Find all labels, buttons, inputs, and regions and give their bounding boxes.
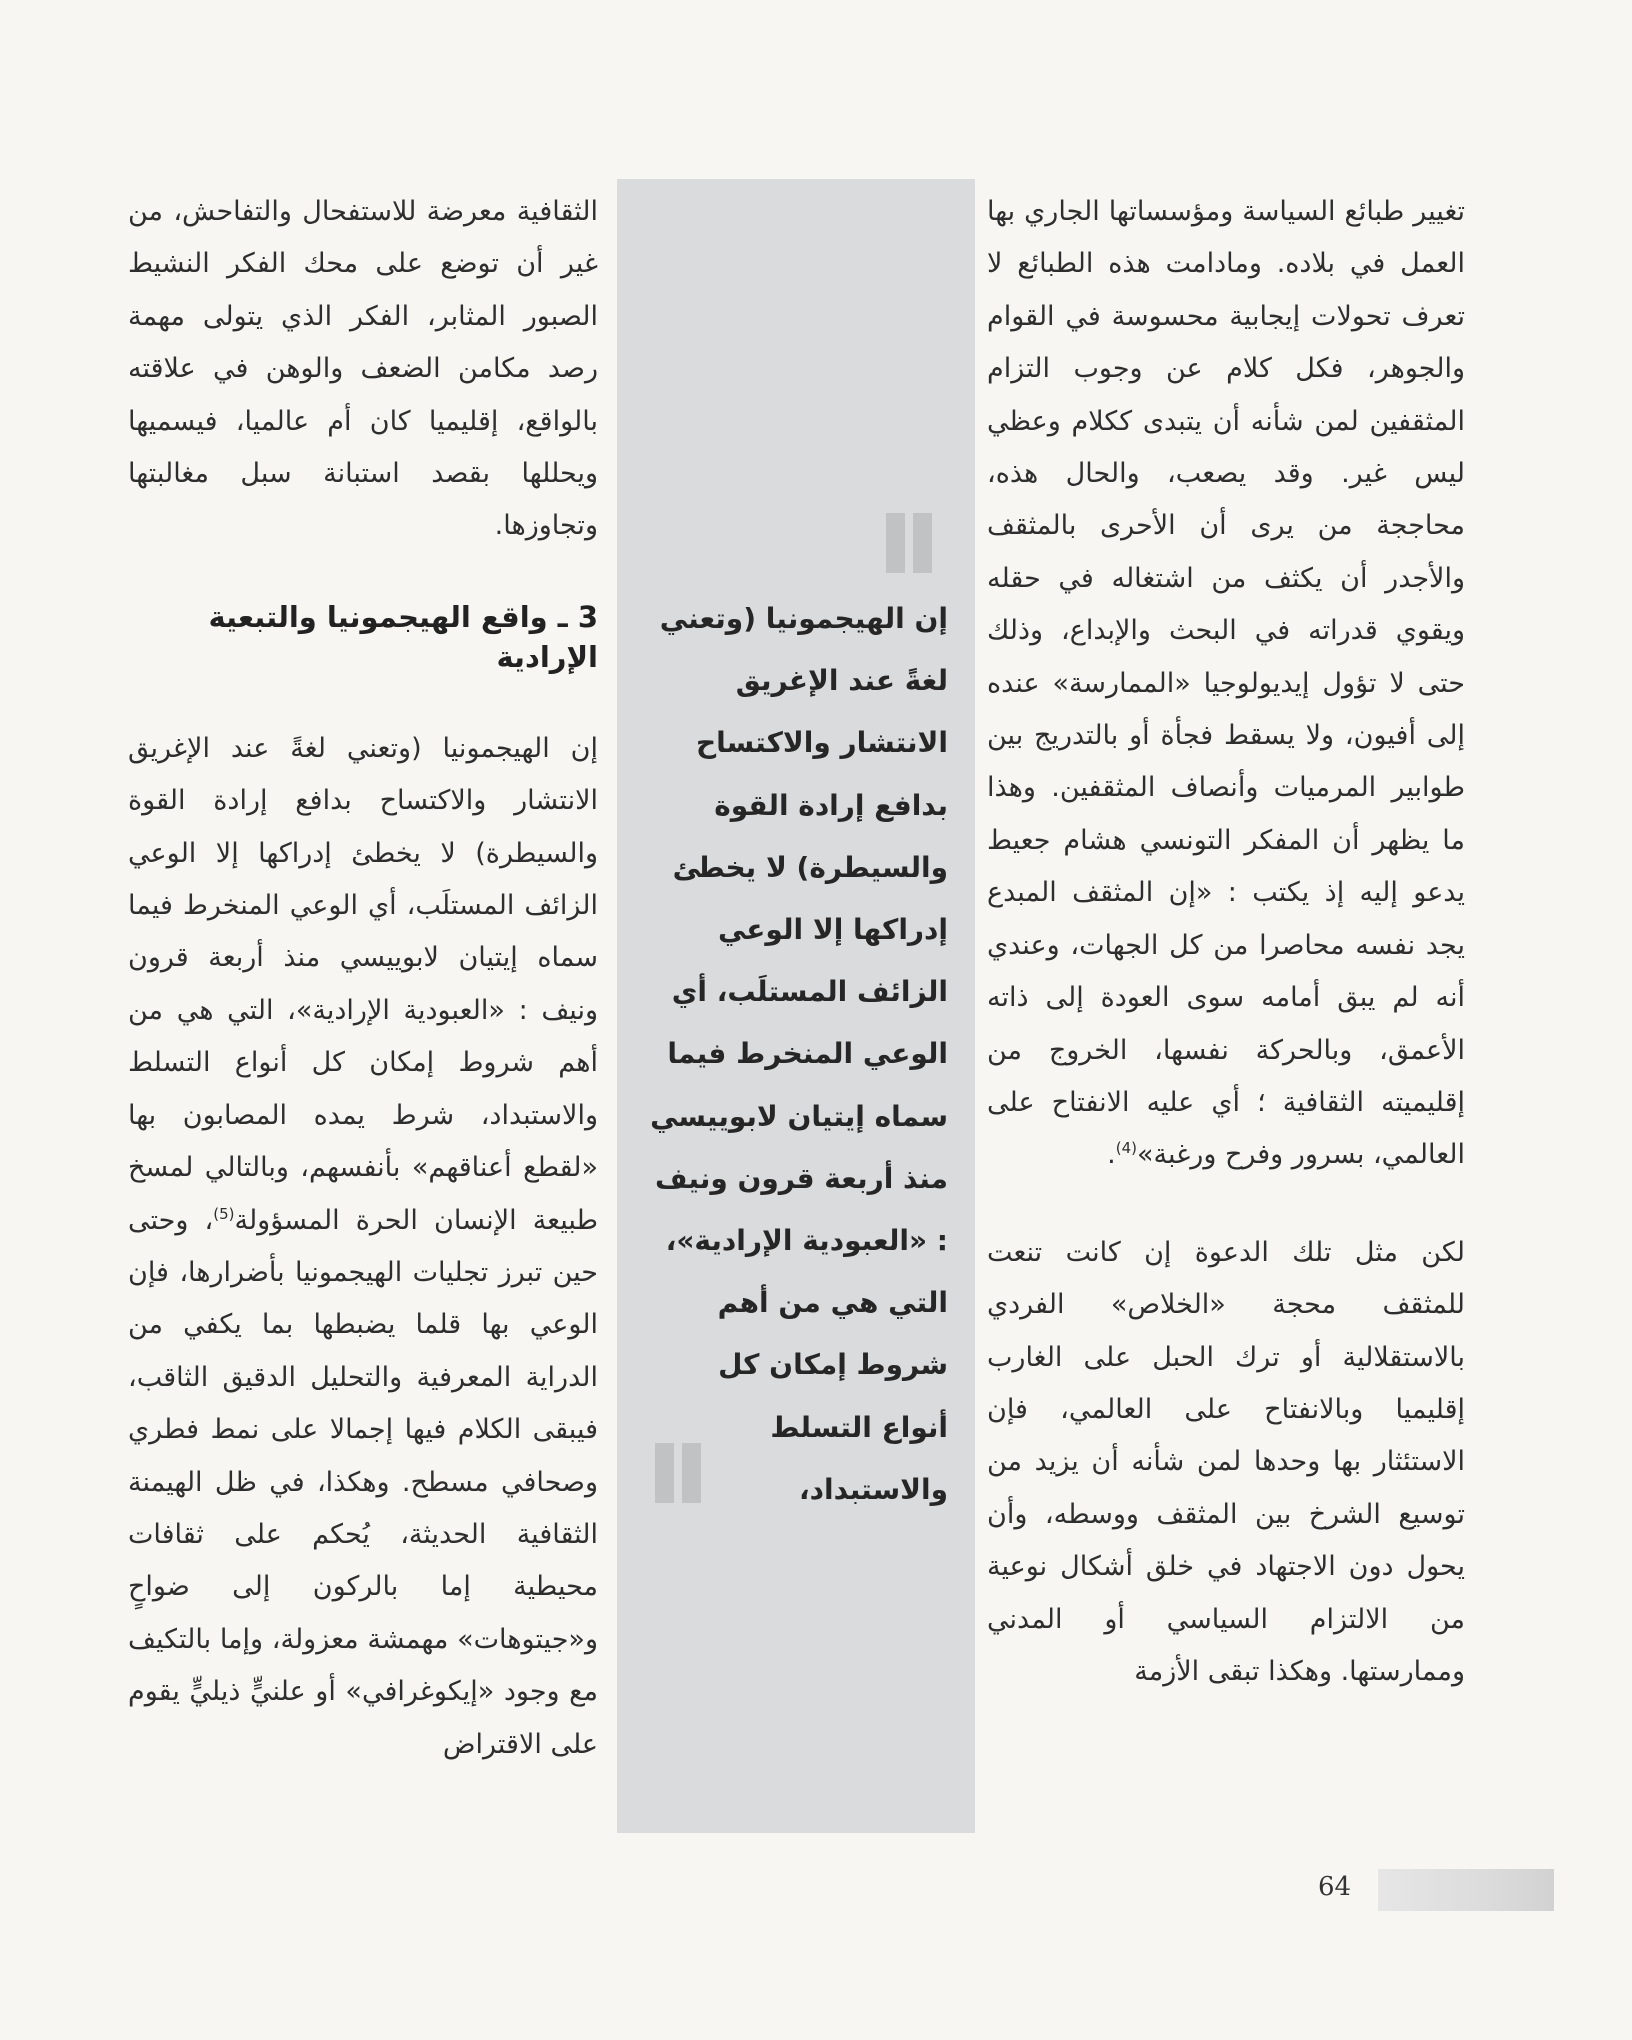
open-quote-icon — [886, 513, 932, 573]
left-paragraph-top: الثقافية معرضة للاستفحال والتفاحش، من غير أن توضع على محك الفكر النشيط الصبور المثابر، الفكر الذي يتولى مهمة رصد مكامن الضعف والوهن في علاقته بالواقع، إقليميا كان أم عالميا، فيسميها ويحللها بقصد استبانة سبل مغالبتها وتجاوزها. — [128, 196, 598, 542]
close-quote-icon — [655, 1443, 701, 1503]
right-paragraph-2: لكن مثل تلك الدعوة إن كانت تنعت للمثقف محجة «الخلاص» الفردي بالاستقلالية أو ترك الحبل على الغارب إقليميا وبالانفتاح على العالمي، فإن الاستئثار بها وحدها لمن شأنه أن يزيد من توسيع الشرخ بين المثقف ووسطه، وأن يحول دون الاجتهاد في خلق أشكال نوعية من الالتزام السياسي أو المدني وممارستها. وهكذا تبقى الأزمة — [987, 1236, 1465, 1687]
pull-quote-text: إن الهيجمونيا (وتعني لغةً عند الإغريق الانتشار والاكتساح بدافع إرادة القوة والسيطرة) لا يخطئ إدراكها إلا الوعي الزائف المستلَب، أي الوعي المنخرط فيما سماه إيتيان لابوييسي منذ أربعة قرون ونيف : «العبودية الإرادية»، التي هي من أهم شروط إمكان كل أنواع التسلط والاستبداد، — [650, 602, 948, 1506]
left-paragraph-main — [128, 723, 598, 1771]
left-paragraph-main-a: إن الهيجمونيا (وتعني لغةً عند الإغريق الانتشار والاكتساح بدافع إرادة القوة والسيطرة) لا يخطئ إدراكها إلا الوعي الزائف المستلَب، أي الوعي المنخرط فيما سماه إيتيان لابوييسي منذ أربعة قرون ونيف : «العبودية الإرادية»، التي هي من أهم شروط إمكان كل أنواع التسلط والاستبداد، شرط يمده المصابون بها «لقطع أعناقهم» بأنفسهم، وبالتالي لمسخ طبيعة الإنسان الحرة المسؤولة — [128, 732, 598, 1236]
left-column — [128, 186, 598, 1771]
right-paragraph-1-end: . — [1107, 1139, 1116, 1171]
right-column — [987, 186, 1465, 1698]
footnote-ref-4[interactable]: (4) — [1115, 1139, 1138, 1158]
footnote-ref-5[interactable]: (5) — [213, 1204, 235, 1223]
section-heading: 3 ـ واقع الهيجمونيا والتبعية الإرادية — [208, 599, 598, 674]
left-paragraph-main-b: ، وحتى حين تبرز تجليات الهيجمونيا بأضرارها، فإن الوعي بها قلما يضبطها بما يكفي من الدراية المعرفية والتحليل الدقيق الثاقب، فيبقى الكلام فيها إجمالا على نمط فطري وصحافي مسطح. وهكذا، في ظل الهيمنة الثقافية الحديثة، يُحكم على ثقافات محيطية إما بالركون إلى ضواحٍ و«جيتوهات» مهمشة معزولة، وإما بالتكيف مع وجود «إيكوغرافي» أو علنيٍّ ذيليٍّ يقوم على الاقتراض — [128, 1204, 598, 1760]
magazine-logo-strip — [1378, 1869, 1554, 1911]
right-paragraph-1 — [987, 186, 1465, 1182]
page-number: 64 — [1318, 1872, 1352, 1902]
right-paragraph-1-text: تغيير طبائع السياسة ومؤسساتها الجاري بها العمل في بلاده. ومادامت هذه الطبائع لا تعرف تحولات إيجابية محسوسة في القوام والجوهر، فكل كلام عن وجوب التزام المثقفين لمن شأنه أن يتبدى ككلام وعظي ليس غير. وقد يصعب، والحال هذه، محاججة من يرى أن الأحرى بالمثقف والأجدر أن يكثف من اشتغاله في حقله ويقوي قدراته في البحث والإبداع، وذلك حتى لا تؤول إيديولوجيا «الممارسة» عنده إلى أفيون، ولا يسقط فجأة أو بالتدريج بين طوابير المرميات وأنصاف المثقفين. وهذا ما يظهر أن المفكر التونسي هشام جعيط يدعو إليه إذ يكتب : «إن المثقف المبدع يجد نفسه محاصرا من كل الجهات، وعندي أنه لم يبق أمامه سوى العودة إلى ذاته الأعمق، وبالحركة نفسها، الخروج من إقليميته الثقافية ؛ أي عليه الانفتاح على العالمي، بسرور وفرح ورغبة» — [987, 196, 1465, 1171]
